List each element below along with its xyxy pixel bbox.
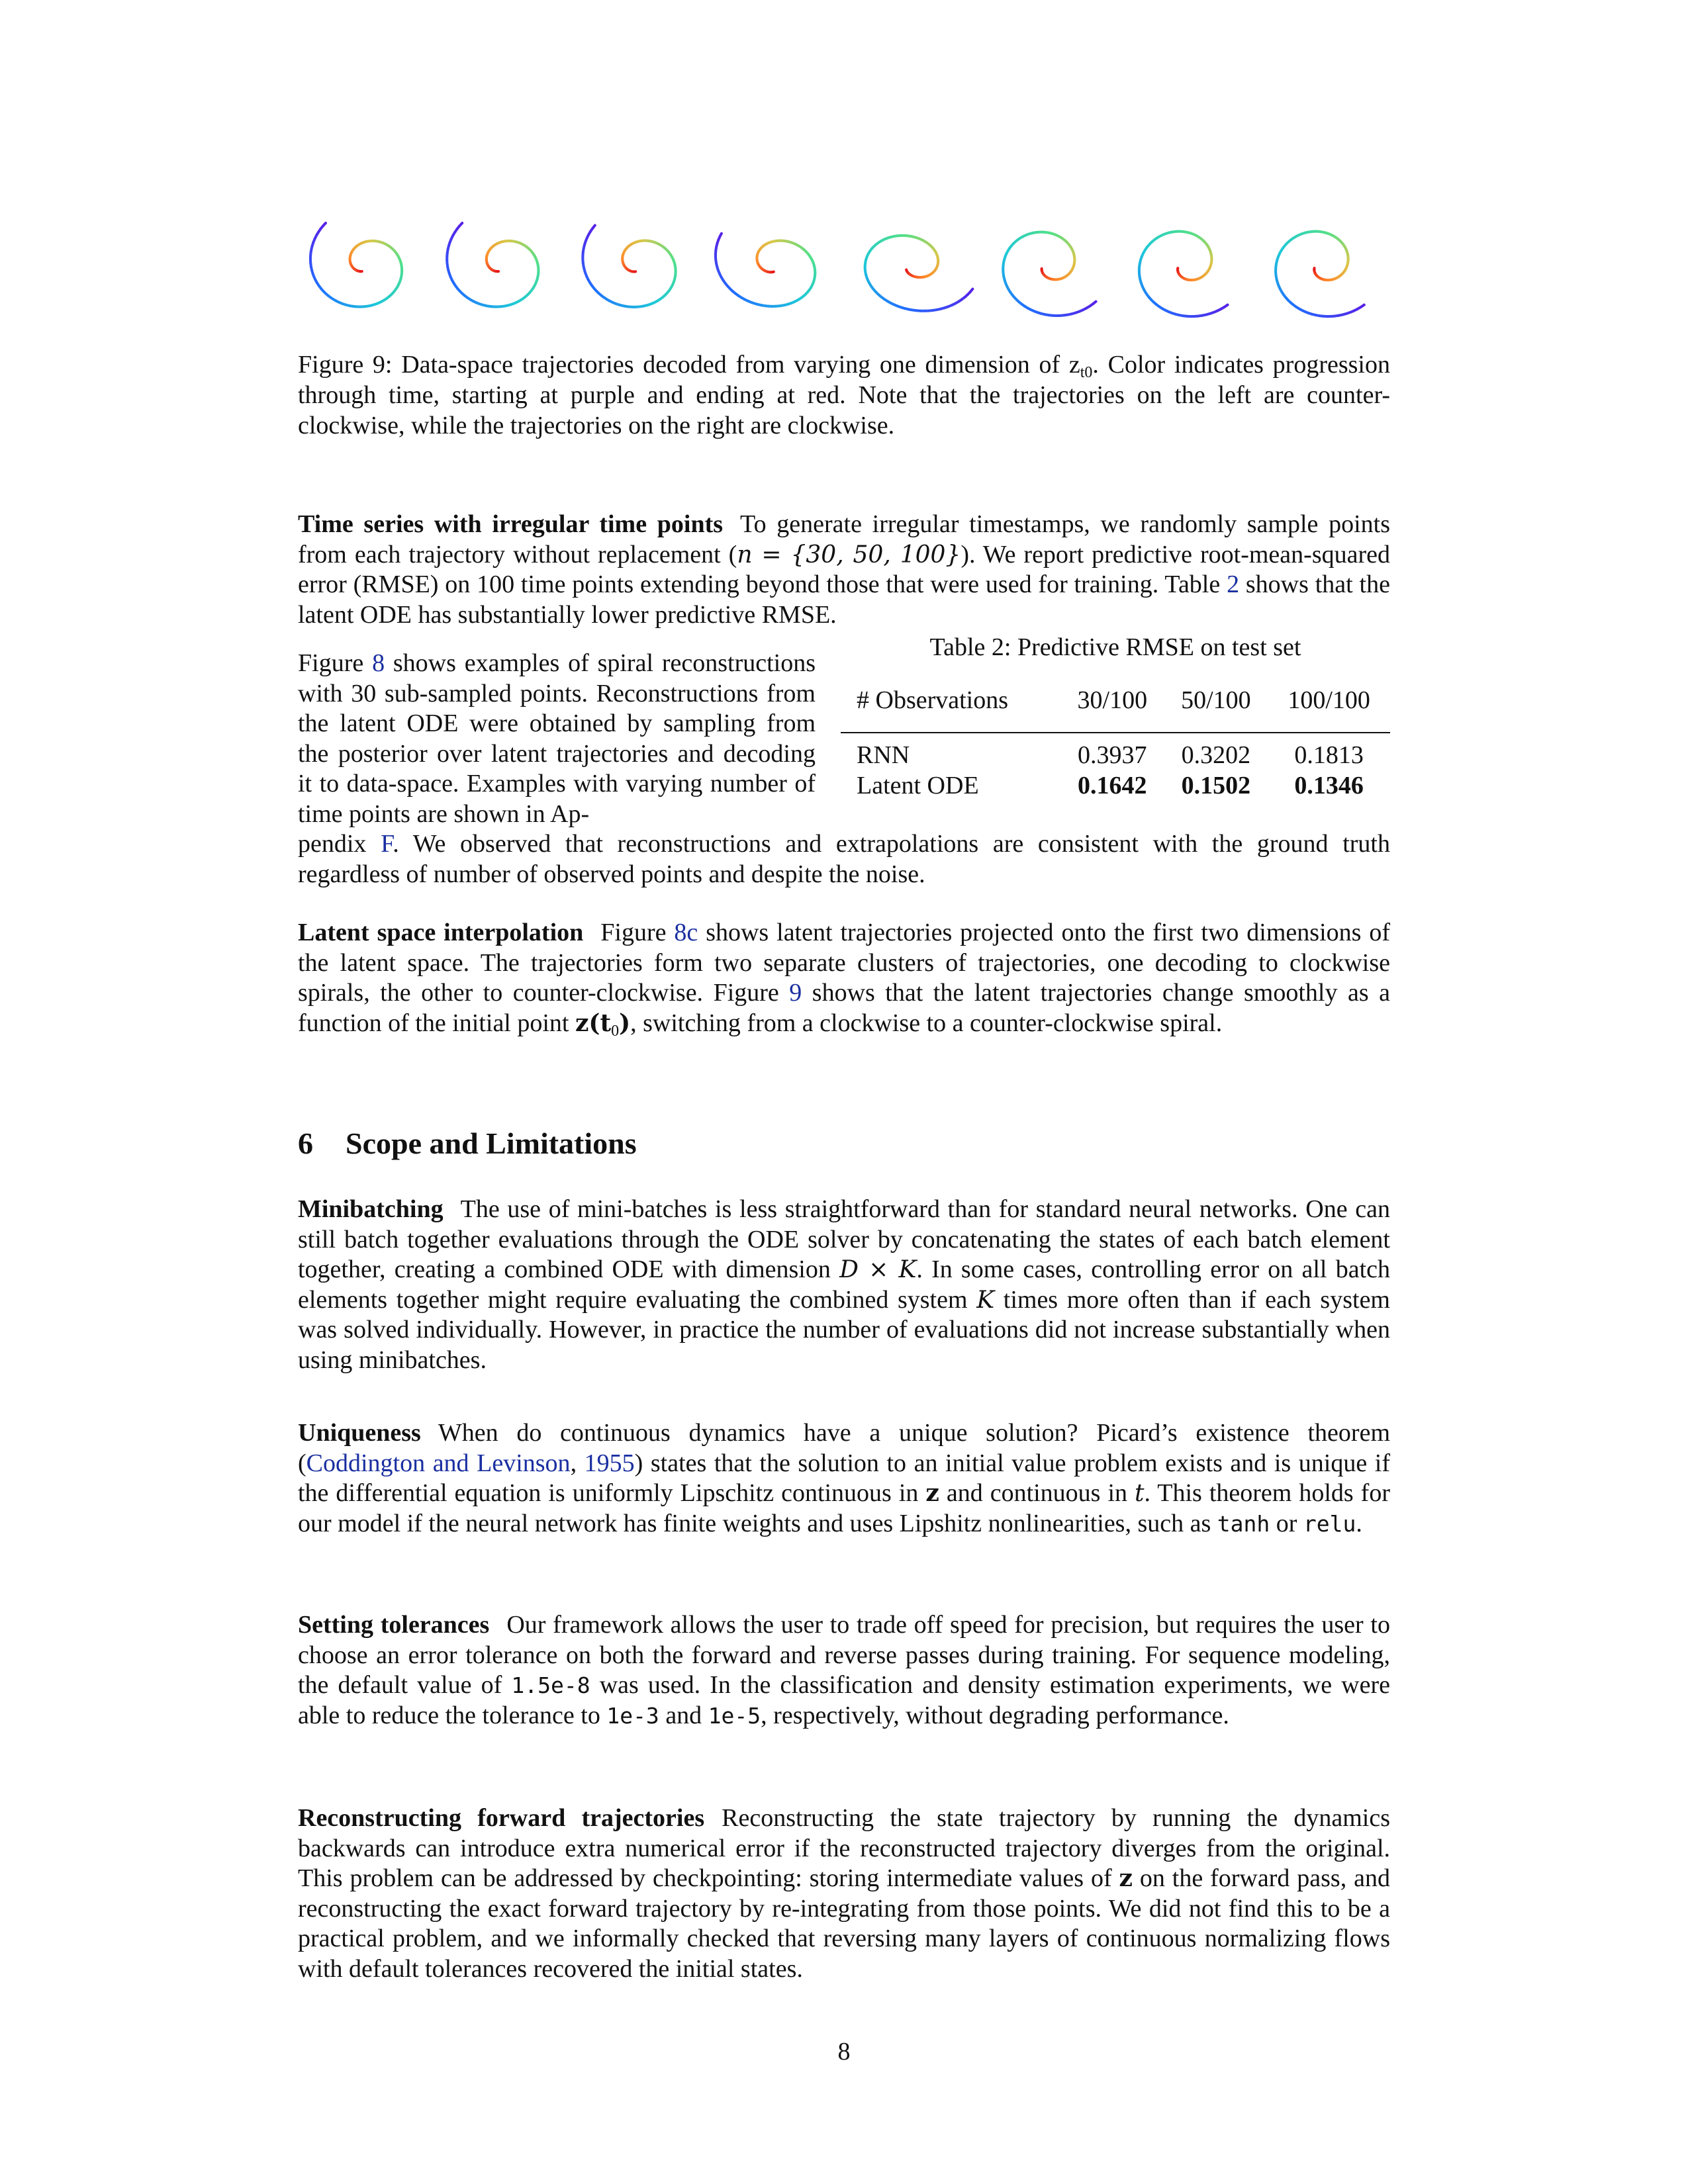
spiral-trajectory (1003, 232, 1096, 316)
figure-9-link[interactable]: 9 (789, 979, 802, 1007)
table-cell-best: 0.1642 (1078, 772, 1147, 799)
spiral-trajectory (447, 223, 538, 307)
time-series-continuation: pendix F. We observed that reconstructions and extrapolations are consistent with the ground truth regardless of number of observed points and despite the noise. (298, 830, 1390, 888)
spiral-trajectory (583, 226, 675, 307)
table-2-caption: Table 2: Predictive RMSE on test set (929, 633, 1301, 661)
table-2-link[interactable]: 2 (1227, 570, 1240, 598)
figure-9-caption: Figure 9: Data-space trajectories decoded from varying one dimension of $z_{t0}$. Color indicates progression through time, starting at purple and ending at red. Note that the trajectories on the left are counter-clockwise, while the trajectories on the right are clockwise. (298, 351, 1390, 439)
table-header-cell: 30/100 (1077, 686, 1148, 714)
table-header-row (841, 683, 1390, 733)
uniqueness-heading: Uniqueness (298, 1419, 421, 1447)
table-header-cell: 100/100 (1288, 686, 1370, 714)
spiral-trajectory (865, 236, 973, 311)
minibatching-paragraph: Minibatching The use of mini-batches is less straightforward than for standard neural networks. One can still batch together evaluations through the ODE solver by concatenating the states of each batch element together, creating a combined ODE with dimension D × K. In some cases, controlling error on all batch elements together might require evaluating the combined system K times more often than if each system was solved individually. However, in practice the number of evaluations did not increase substantially when using minibatches. (298, 1195, 1390, 1374)
table-cell-best: 0.1502 (1181, 772, 1251, 799)
reconstructing-paragraph: Reconstructing forward trajectories Reconstructing the state trajectory by running the dynamics backwards can introduce extra numerical error if the reconstructed trajectory diverges from the original. This problem can be addressed by checkpointing: storing intermediate values of z on the forward pass, and reconstructing the exact forward trajectory by re-integrating from those points. We did not find this to be a practical problem, and we informally checked that reversing many layers of continuous normalizing flows with default tolerances recovered the initial states. (298, 1804, 1390, 1983)
table-cell: 0.1813 (1294, 741, 1364, 769)
table-cell-best: 0.1346 (1294, 772, 1364, 799)
citation-year-link[interactable]: 1955 (584, 1449, 635, 1477)
citation-link[interactable]: Coddington and Levinson (306, 1449, 571, 1477)
latent-interpolation-heading: Latent space interpolation (298, 919, 584, 946)
table-header-cell: # Observations (857, 686, 1009, 714)
page-number: 8 (837, 2038, 851, 2066)
figure-9-trajectories (298, 199, 1390, 331)
spiral-trajectory (310, 223, 402, 307)
minibatching-heading: Minibatching (298, 1195, 444, 1223)
table-header-cell: 50/100 (1181, 686, 1251, 714)
table-cell: 0.3937 (1078, 741, 1147, 769)
observation-set-math: n = {30, 50, 100} (737, 541, 961, 569)
table-cell: 0.3202 (1181, 741, 1251, 769)
tolerances-heading: Setting tolerances (298, 1611, 490, 1639)
table-row (841, 733, 1390, 770)
spiral-trajectory (1139, 232, 1228, 316)
time-series-paragraph: Time series with irregular time points To generate irregular timestamps, we randomly sample points from each trajectory without replacement (n = {30, 50, 100}). We report predictive root-mean-squared error (RMSE) on 100 time points extending beyond those that were used for training. Table 2 shows that the latent ODE has substantially lower predictive RMSE. (298, 510, 1390, 629)
table-row (841, 770, 1390, 801)
time-series-heading: Time series with irregular time points (298, 510, 724, 538)
table-2-rmse (841, 683, 1390, 801)
time-series-wrapped-text: Figure 8 shows examples of spiral reconstructions with 30 sub-sampled points. Reconstructions from the latent ODE were obtained by sampling from the posterior over latent trajectories and decoding it to data-space. Examples with varying number of time points are shown in Ap- (298, 649, 816, 828)
table-row-label: Latent ODE (857, 772, 979, 799)
figure-8-link[interactable]: 8 (372, 649, 385, 677)
figure-8c-link[interactable]: 8c (674, 919, 698, 946)
latent-interpolation-paragraph: Latent space interpolation Figure 8c shows latent trajectories projected onto the first two dimensions of the latent space. The trajectories form two separate clusters of trajectories, one decoding to clockwise spirals, the other to counter-clockwise. Figure 9 shows that the latent trajectories change smoothly as a function of the initial point $z(t_0)$, switching from a clockwise to a counter-clockwise spiral. (298, 919, 1391, 1040)
table-row-label: RNN (857, 741, 910, 769)
reconstructing-heading: Reconstructing forward trajectories (298, 1804, 705, 1832)
section-6-heading: 6 Scope and Limitations (298, 1126, 637, 1160)
spiral-trajectory (716, 234, 815, 306)
tolerances-paragraph: Setting tolerances Our framework allows the user to trade off speed for precision, but requires the user to choose an error tolerance on both the forward and reverse passes during training. For sequence modeling, the default value of 1.5e-8 was used. In the classification and density estimation experiments, we were able to reduce the tolerance to 1e-3 and 1e-5, respectively, without degrading performance. (298, 1611, 1391, 1729)
appendix-f-link[interactable]: F (381, 830, 393, 858)
spiral-trajectory (1276, 232, 1364, 316)
uniqueness-paragraph: Uniqueness When do continuous dynamics have a unique solution? Picard’s existence theorem (Coddington and Levinson, 1955) states that the solution to an initial value problem exists and is unique if the differential equation is uniformly Lipschitz continuous in z and continuous in t. This theorem holds for our model if the neural network has finite weights and uses Lipshitz nonlinearities, such as tanh or relu. (298, 1419, 1390, 1537)
